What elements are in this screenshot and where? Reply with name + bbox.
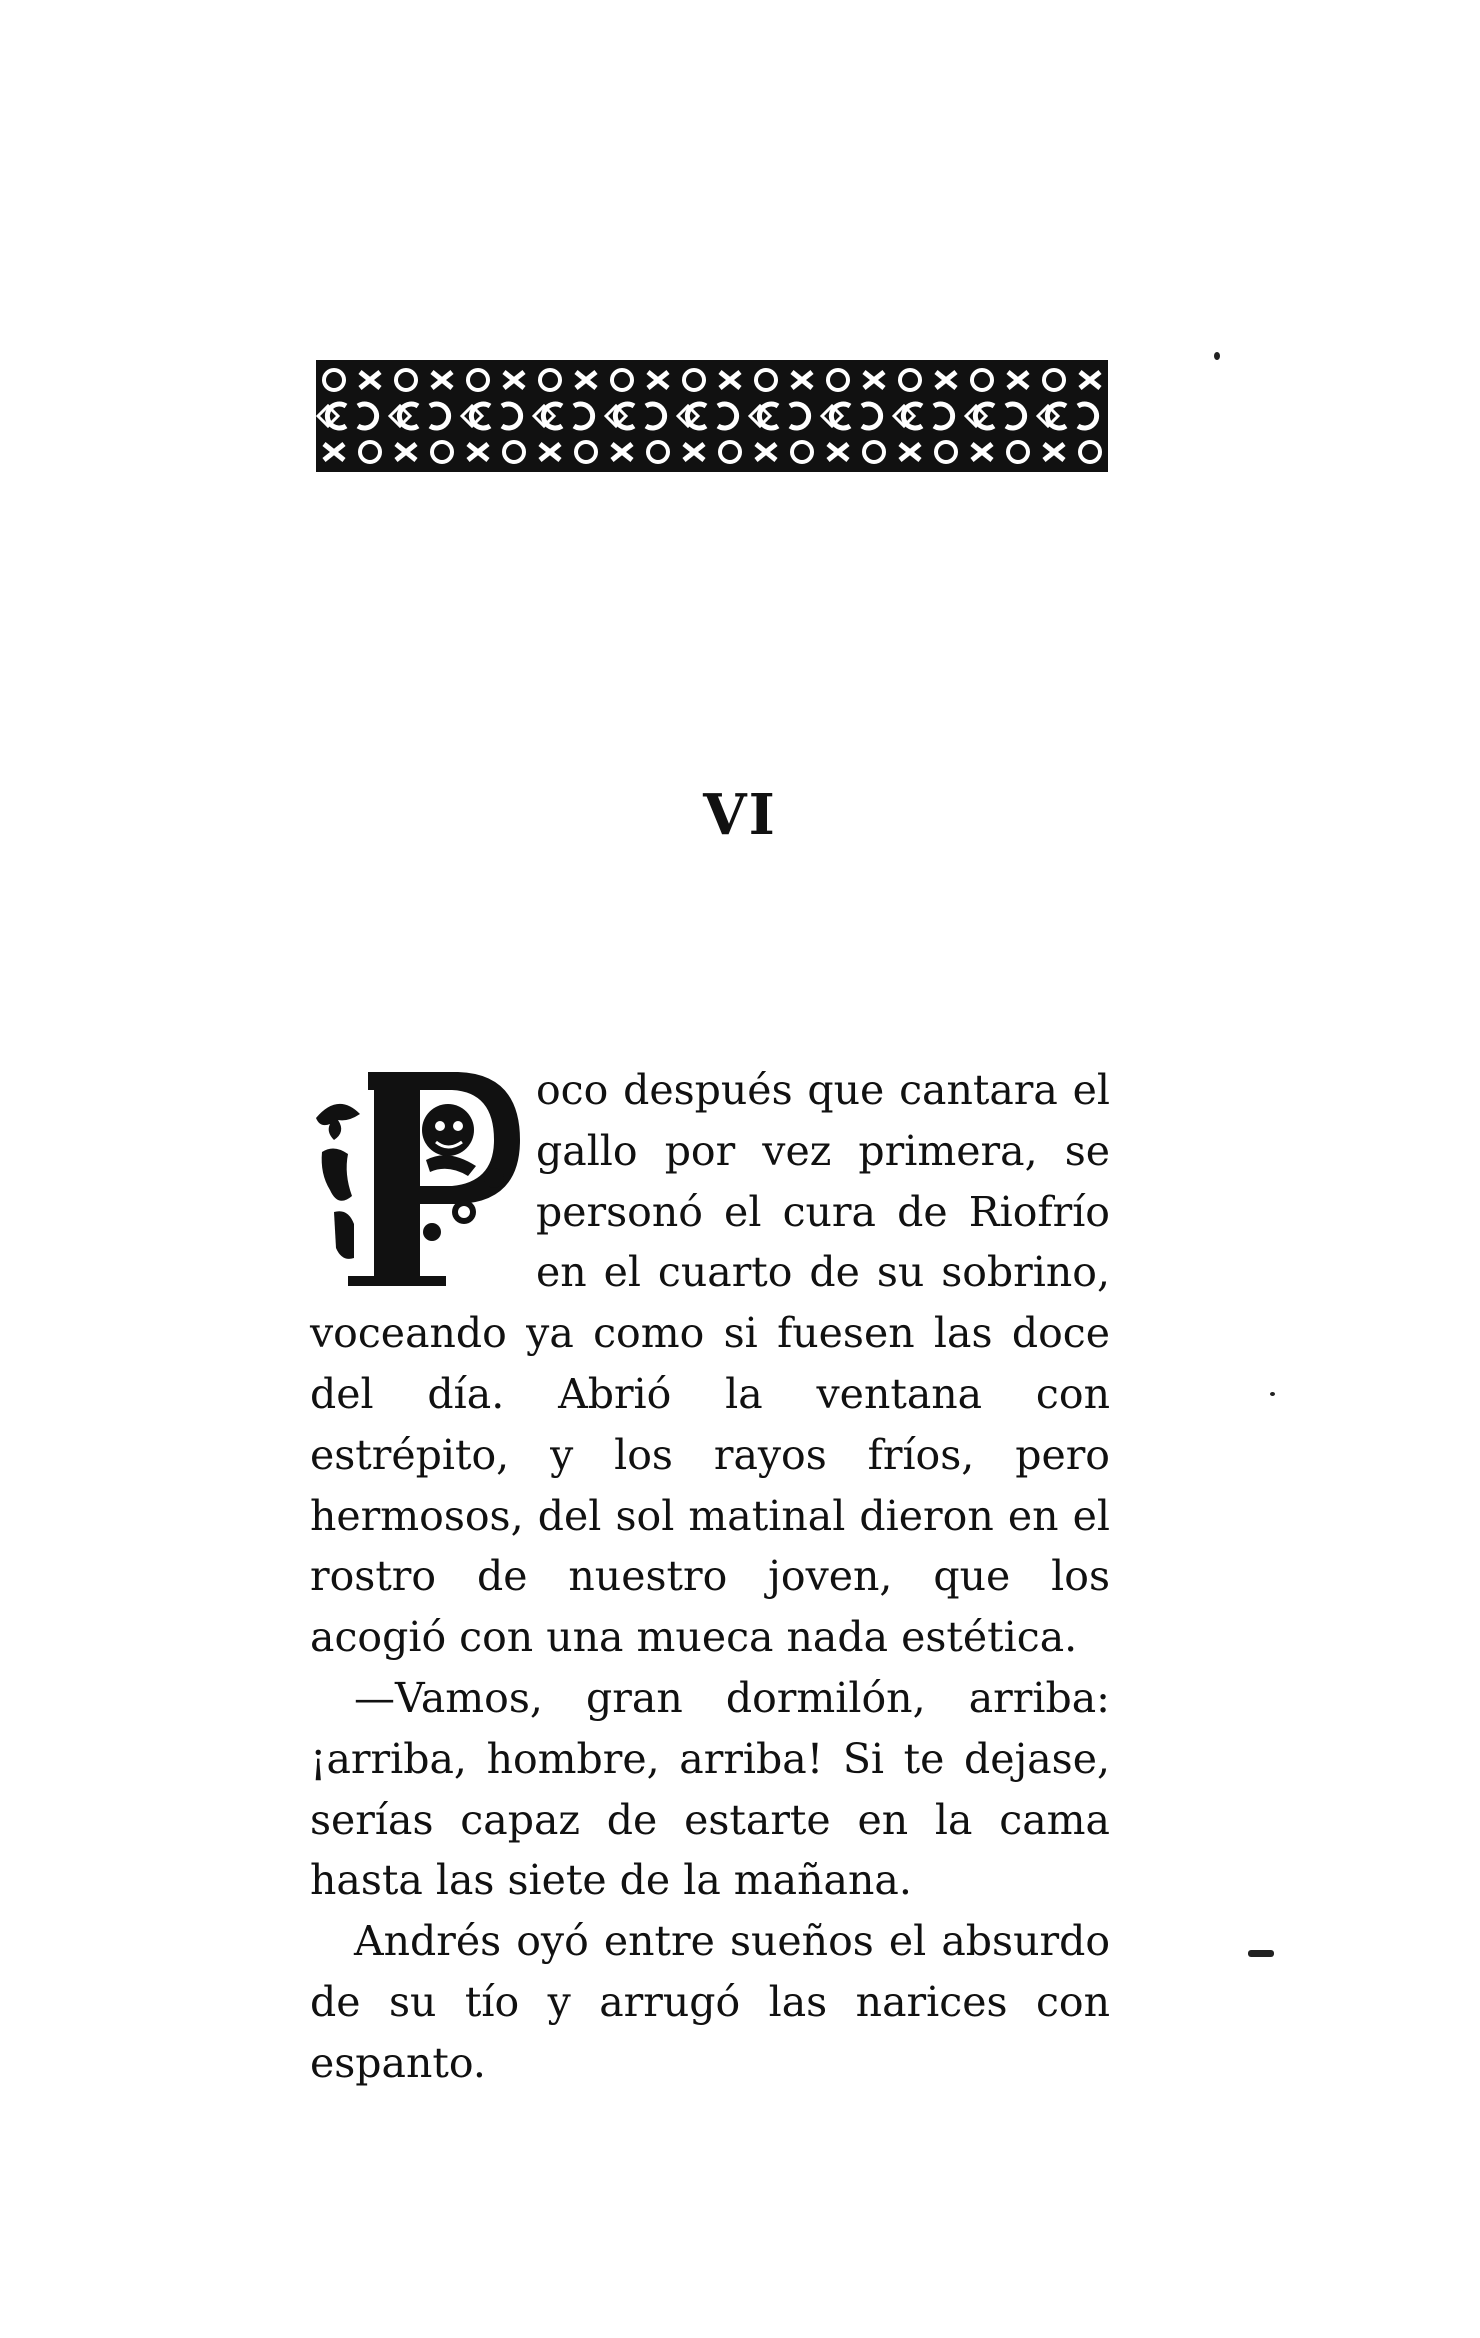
paragraph: —Vamos, gran dormilón, arriba: ¡arriba, hombre, arriba! Si te dejase, serías capaz de estarte en la cama hasta las siete de la mañana. xyxy=(310,1673,1110,1905)
decorated-initial-icon xyxy=(308,1062,524,1300)
paragraph: oco después que cantara el gallo por vez primera, se personó el cura de Riofrío en el cuarto de su sobrino, voceando ya como si fuesen las doce del día. Abrió la ventana con estrépito, y los rayos fríos, pero hermosos, del sol matinal dieron en el rostro de nuestro joven, que los acogió con una mueca nada estética. xyxy=(310,1066,1110,1662)
ornamental-band-icon xyxy=(316,360,1108,472)
paragraph: Andrés oyó entre sueños el absurdo de su tío y arrugó las narices con espanto. xyxy=(310,1917,1110,2087)
scan-speck xyxy=(1248,1950,1274,1957)
body-text xyxy=(310,1060,1110,2094)
chapter-heading: VI xyxy=(703,782,777,848)
scan-speck xyxy=(1270,1392,1275,1396)
scan-speck xyxy=(1214,352,1220,360)
